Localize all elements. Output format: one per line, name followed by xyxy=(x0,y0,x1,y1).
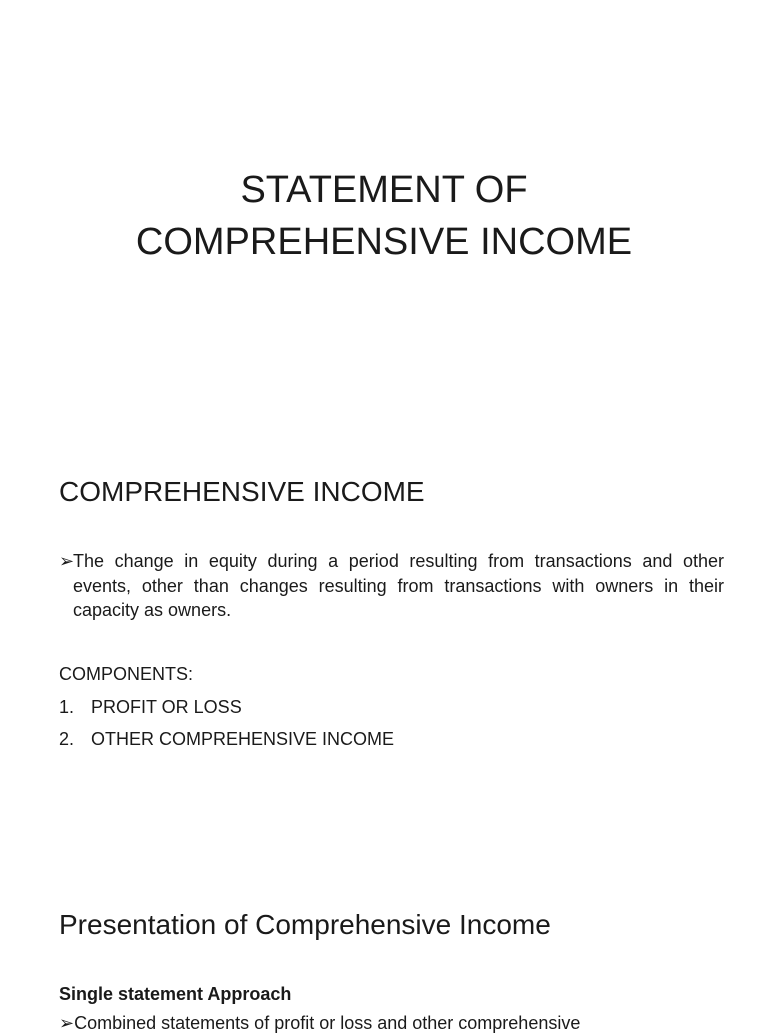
component-number: 2. xyxy=(59,729,75,749)
arrow-bullet-icon: ➢ xyxy=(59,1013,75,1033)
component-item xyxy=(59,697,242,718)
component-label: OTHER COMPREHENSIVE INCOME xyxy=(91,729,395,749)
comprehensive-income-heading: COMPREHENSIVE INCOME xyxy=(59,476,425,507)
slide-title xyxy=(0,164,768,268)
title-line-2: COMPREHENSIVE INCOME xyxy=(135,221,633,263)
definition-bullet xyxy=(59,549,724,623)
component-item xyxy=(59,729,394,750)
single-statement-subheading: Single statement Approach xyxy=(59,984,292,1004)
component-number: 1. xyxy=(59,697,75,717)
partial-bullet-text: Combined statements of profit or loss and other comprehensive xyxy=(74,1013,581,1033)
component-label: PROFIT OR LOSS xyxy=(91,697,242,717)
title-line-1: STATEMENT OF xyxy=(240,169,528,211)
definition-text: The change in equity during a period resulting from transactions and other events, other than changes resulting from transactions with owners in their capacity as owners. xyxy=(73,551,724,620)
components-label: COMPONENTS: xyxy=(59,664,194,684)
presentation-heading: Presentation of Comprehensive Income xyxy=(59,909,551,940)
arrow-bullet-icon: ➢ xyxy=(59,551,75,571)
